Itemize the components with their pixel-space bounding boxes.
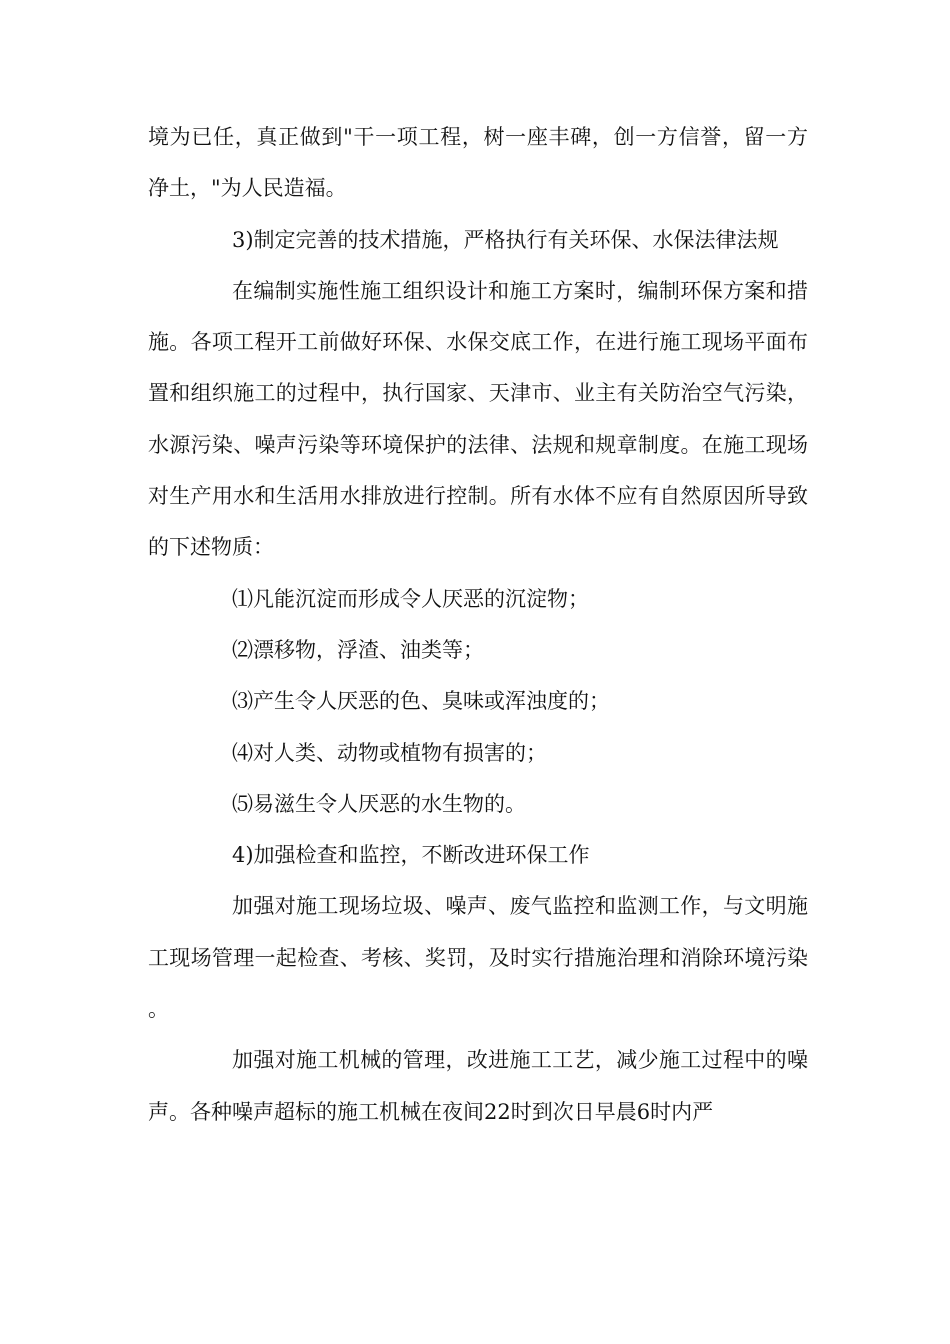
paragraph-machinery: 加强对施工机械的管理，改进施工工艺，减少施工过程中的噪声。各种噪声超标的施工机械在夜间22时到次日早晨6时内严 (148, 1048, 808, 1124)
paragraph-continuation: 境为已任，真正做到"干一项工程，树一座丰碑，创一方信誉，留一方净土，"为人民造福。 (148, 125, 808, 201)
list-item-5: ⑸易滋生令人厌恶的水生物的。 (232, 791, 526, 816)
list-item-2: ⑵漂移物，浮渣、油类等； (232, 637, 484, 662)
list-item-3: ⑶产生令人厌恶的色、臭味或浑浊度的； (232, 689, 610, 714)
paragraph-env-plan: 在编制实施性施工组织设计和施工方案时，编制环保方案和措施。各项工程开工前做好环保、水保交底工作，在进行施工现场平面布置和组织施工的过程中，执行国家、天津市、业主有关防治空气污染，水源污染、噪声污染等环境保护的法律、法规和规章制度。在施工现场对生产用水和生活用水排放进行控制。所有水体不应有自然原因所导致的下述物质： (148, 278, 808, 560)
list-item-4: ⑷对人类、动物或植物有损害的； (232, 740, 547, 765)
section-heading-4: 4)加强检查和监控，不断改进环保工作 (232, 843, 590, 868)
list-item-1: ⑴凡能沉淀而形成令人厌恶的沉淀物； (232, 586, 589, 611)
section-heading-3: 3)制定完善的技术措施，严格执行有关环保、水保法律法规 (232, 227, 779, 252)
document-body (148, 112, 808, 1138)
paragraph-monitoring: 加强对施工现场垃圾、噪声、废气监控和监测工作，与文明施工现场管理一起检查、考核、奖罚，及时实行措施治理和消除环境污染。 (148, 894, 808, 1022)
